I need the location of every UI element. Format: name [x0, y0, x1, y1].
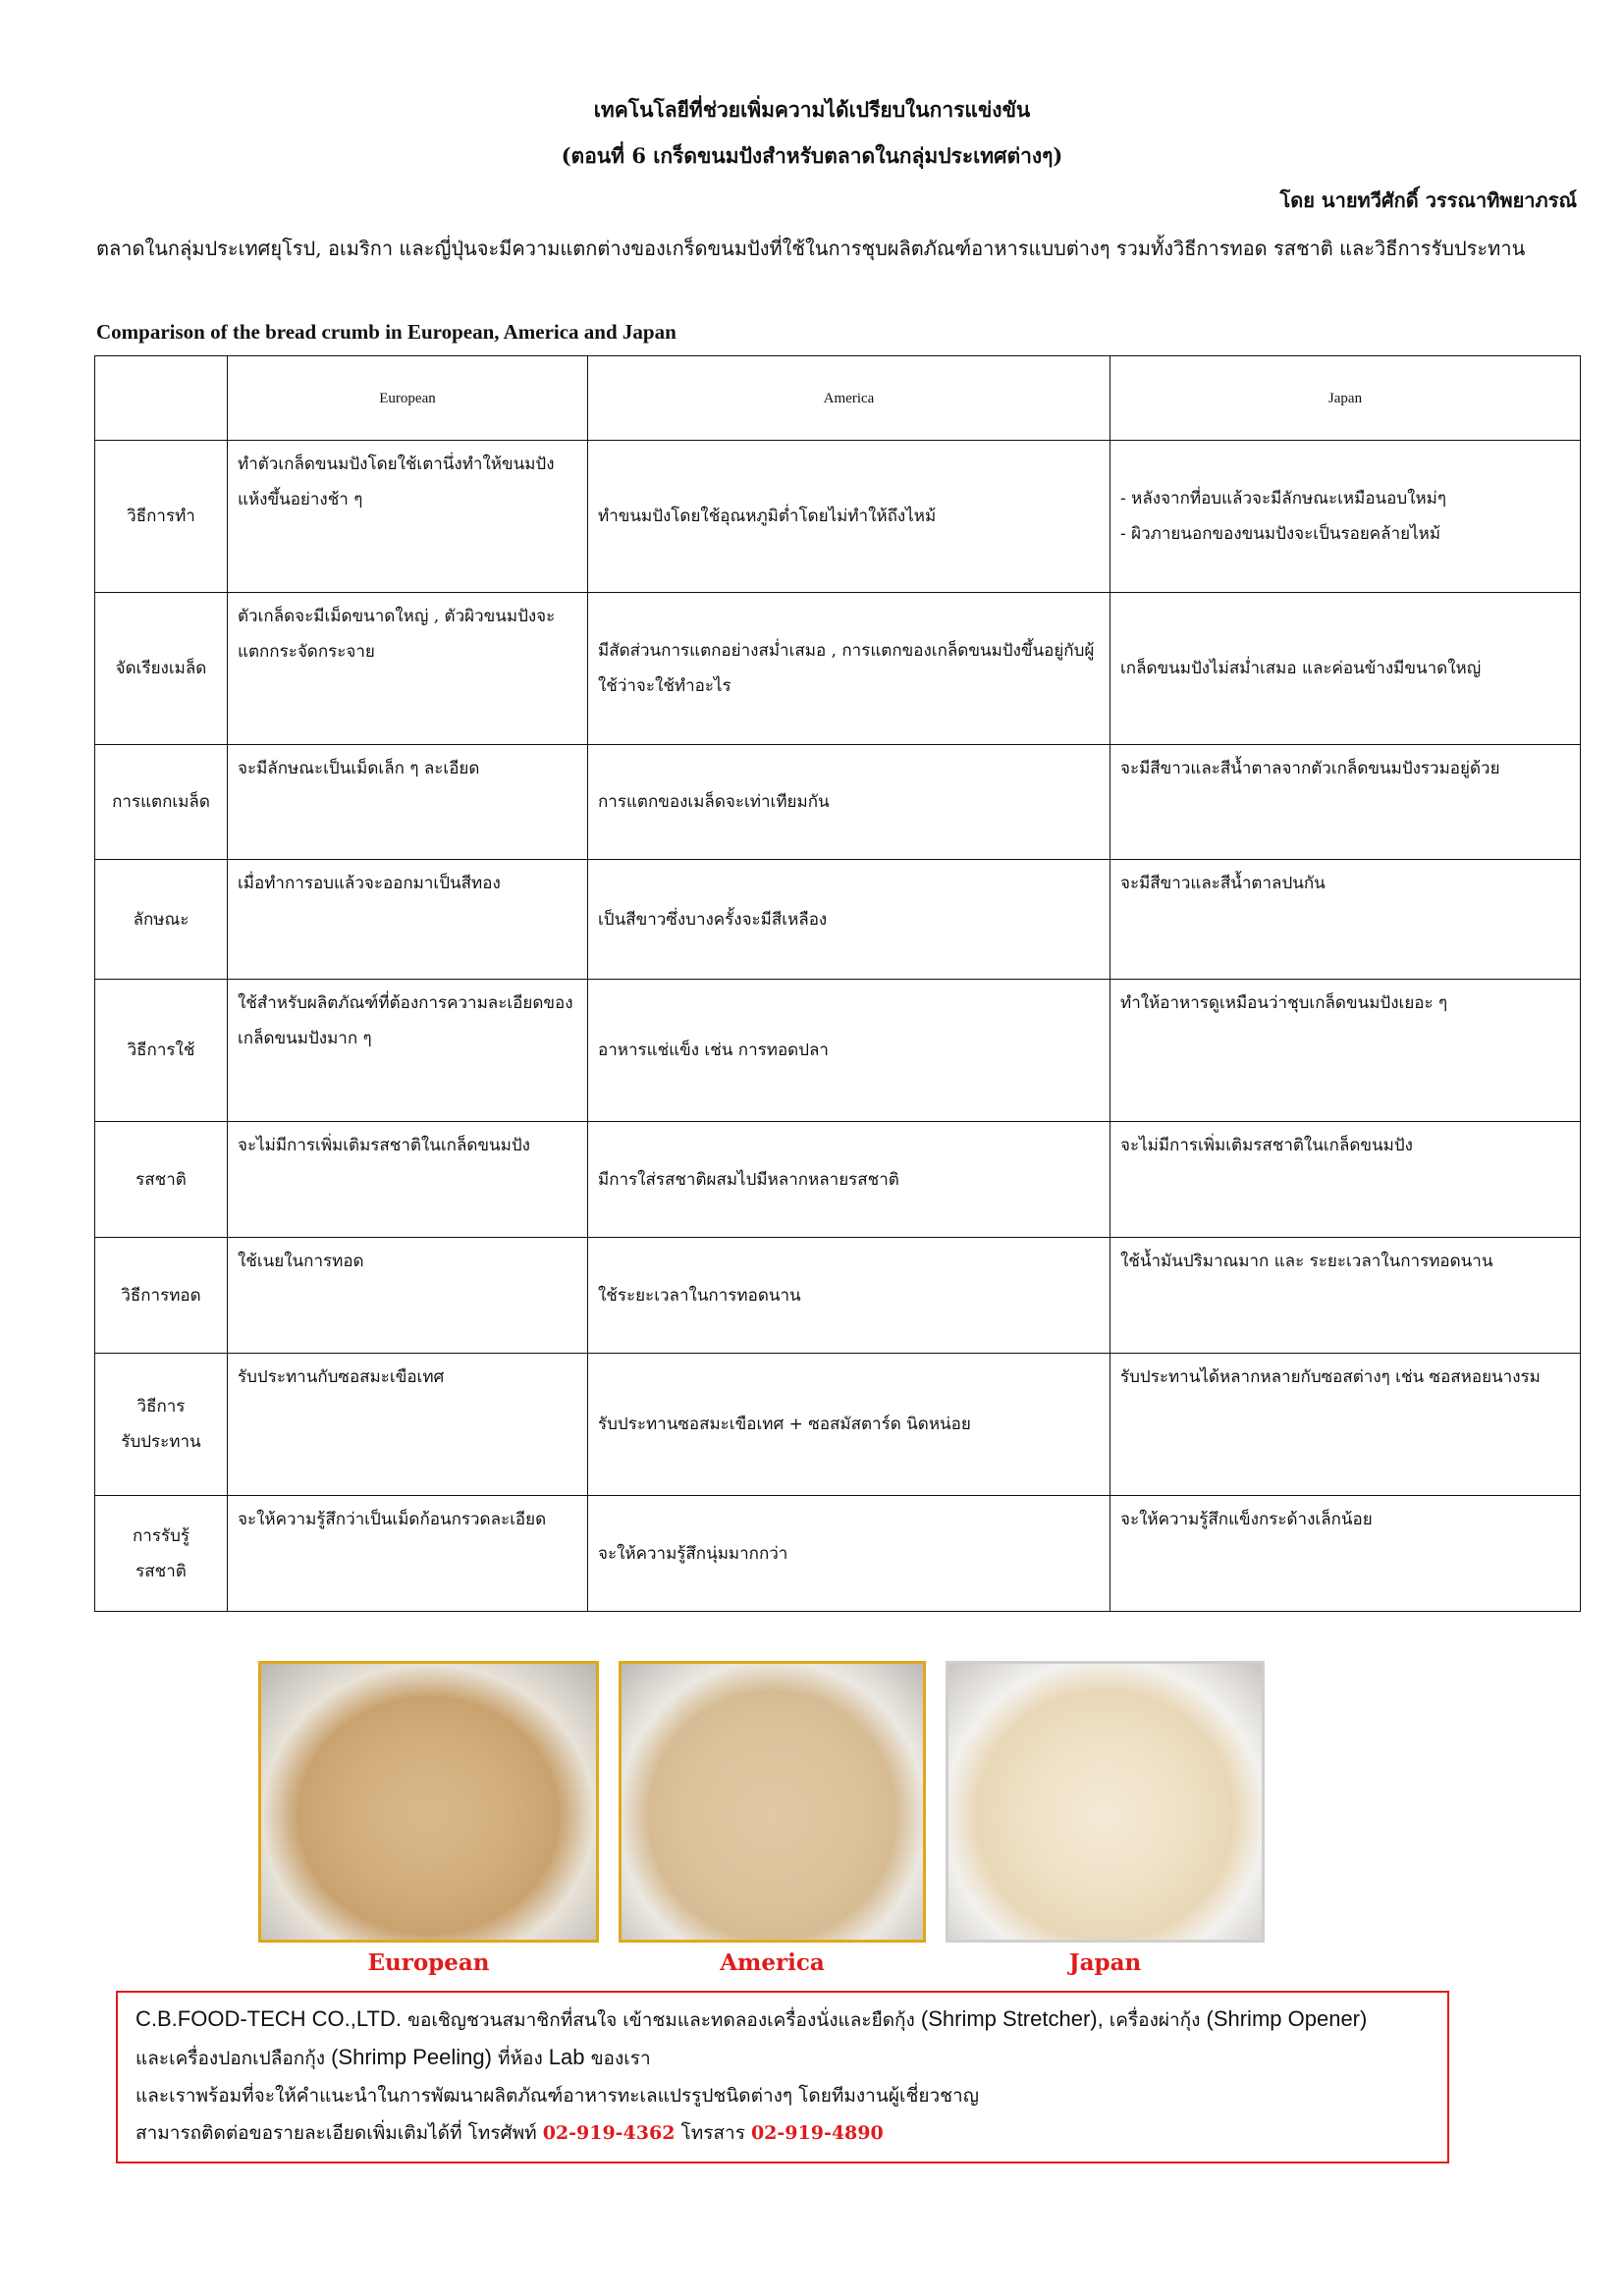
cell-european: รับประทานกับซอสมะเขือเทศ [228, 1354, 588, 1496]
cell-america: เป็นสีขาวซึ่งบางครั้งจะมีสีเหลือง [588, 860, 1110, 980]
contact-line-3: และเราพร้อมที่จะให้คำแนะนำในการพัฒนาผลิตภัณฑ์อาหารทะเลแปรรูปชนิดต่างๆ โดยทีมงานผู้เชี่ยวชาญ [135, 2085, 979, 2107]
contact-line-1 [135, 2001, 1430, 2039]
japan-breadcrumb-photo [946, 1661, 1265, 1943]
row-label: ลักษณะ [95, 860, 228, 980]
cell-japan: จะมีสีขาวและสีน้ำตาลปนกัน [1110, 860, 1581, 980]
table-row [95, 745, 1581, 860]
contact-text: และเครื่องปอกเปลือกกุ้ง [135, 2048, 326, 2069]
contact-text: สามารถติดต่อขอรายละเอียดเพิ่มเติมได้ที่ โทรศัพท์ [135, 2122, 537, 2144]
japan-caption: Japan [1068, 1949, 1142, 1976]
row-label: รสชาติ [95, 1122, 228, 1238]
contact-text: ขอเชิญชวนสมาชิกที่สนใจ เข้าชมและทดลองเครื่องนั่งและยืดกุ้ง [406, 2009, 915, 2031]
cell-japan: - หลังจากที่อบแล้วจะมีลักษณะเหมือนอบใหม่ๆ - ผิวภายนอกของขนมปังจะเป็นรอยคล้ายไหม้ [1110, 441, 1581, 593]
table-row [95, 441, 1581, 593]
cell-japan: จะไม่มีการเพิ่มเติมรสชาติในเกล็ดขนมปัง [1110, 1122, 1581, 1238]
row-label: วิธีการ รับประทาน [95, 1354, 228, 1496]
table-header-row [95, 356, 1581, 441]
cell-america: มีสัดส่วนการแตกอย่างสม่ำเสมอ , การแตกของเกล็ดขนมปังขึ้นอยู่กับผู้ใช้ว่าจะใช้ทำอะไร [588, 593, 1110, 745]
european-caption: European [367, 1949, 490, 1976]
document-subtitle: (ตอนที่ 6 เกร็ดขนมปังสำหรับตลาดในกลุ่มประเทศต่างๆ) [561, 143, 1063, 168]
contact-line-2 [135, 2039, 1430, 2077]
table-row [95, 1122, 1581, 1238]
row-label: การรับรู้ รสชาติ [95, 1496, 228, 1612]
cell-european: ใช้เนยในการทอด [228, 1238, 588, 1354]
shrimp-stretcher: (Shrimp Stretcher), [920, 2006, 1104, 2031]
cell-european: ใช้สำหรับผลิตภัณฑ์ที่ต้องการความละเอียดของเกล็ดขนมปังมาก ๆ [228, 980, 588, 1122]
phone-number: 02-919-4362 [542, 2122, 676, 2144]
intro-paragraph: ตลาดในกลุ่มประเทศยุโรป, อเมริกา และญี่ปุ่นจะมีความแตกต่างของเกร็ดขนมปังที่ใช้ในการชุบผลิตภัณฑ์อาหารแบบต่างๆ รวมทั้งวิธีการทอด รสชาติ และวิธีการรับประทาน [96, 237, 1526, 260]
cell-america: มีการใส่รสชาติผสมไปมีหลากหลายรสชาติ [588, 1122, 1110, 1238]
comparison-title: Comparison of the bread crumb in European, America and Japan [96, 320, 677, 344]
cell-japan: จะมีสีขาวและสีน้ำตาลจากตัวเกล็ดขนมปังรวมอยู่ด้วย [1110, 745, 1581, 860]
cell-japan: เกล็ดขนมปังไม่สม่ำเสมอ และค่อนข้างมีขนาดใหญ่ [1110, 593, 1581, 745]
row-label: วิธีการทอด [95, 1238, 228, 1354]
cell-european: จะให้ความรู้สึกว่าเป็นเม็ดก้อนกรวดละเอียด [228, 1496, 588, 1612]
cell-america: ทำขนมปังโดยใช้อุณหภูมิต่ำโดยไม่ทำให้ถึงไหม้ [588, 441, 1110, 593]
cell-japan: รับประทานได้หลากหลายกับซอสต่างๆ เช่น ซอสหอยนางรม [1110, 1354, 1581, 1496]
cell-america: การแตกของเมล็ดจะเท่าเทียมกัน [588, 745, 1110, 860]
table-row [95, 860, 1581, 980]
cell-japan: จะให้ความรู้สึกแข็งกระด้างเล็กน้อย [1110, 1496, 1581, 1612]
header-japan: Japan [1110, 356, 1581, 441]
cell-america: รับประทานซอสมะเขือเทศ + ซอสมัสตาร์ด นิดหน่อย [588, 1354, 1110, 1496]
table-row [95, 593, 1581, 745]
contact-line-4 [135, 2114, 1430, 2152]
cell-european: จะไม่มีการเพิ่มเติมรสชาติในเกล็ดขนมปัง [228, 1122, 588, 1238]
row-label: จัดเรียงเมล็ด [95, 593, 228, 745]
contact-text: โทรสาร [680, 2122, 745, 2144]
comparison-table [94, 355, 1581, 1612]
contact-text: ของเรา [590, 2048, 651, 2069]
table-row [95, 1354, 1581, 1496]
european-breadcrumb-photo [258, 1661, 599, 1943]
shrimp-peeling: (Shrimp Peeling) [331, 2045, 492, 2069]
table-row [95, 980, 1581, 1122]
cell-america: จะให้ความรู้สึกนุ่มมากกว่า [588, 1496, 1110, 1612]
cell-japan: ใช้น้ำมันปริมาณมาก และ ระยะเวลาในการทอดนาน [1110, 1238, 1581, 1354]
cell-european: จะมีลักษณะเป็นเม็ดเล็ก ๆ ละเอียด [228, 745, 588, 860]
america-breadcrumb-photo [619, 1661, 926, 1943]
cell-european: เมื่อทำการอบแล้วจะออกมาเป็นสีทอง [228, 860, 588, 980]
row-label: การแตกเมล็ด [95, 745, 228, 860]
document-title: เทคโนโลยีที่ช่วยเพิ่มความได้เปรียบในการแข่งขัน [593, 97, 1031, 122]
cell-japan: ทำให้อาหารดูเหมือนว่าชุบเกล็ดขนมปังเยอะ ๆ [1110, 980, 1581, 1122]
row-label: วิธีการทำ [95, 441, 228, 593]
header-empty [95, 356, 228, 441]
table-row [95, 1496, 1581, 1612]
lab-word: Lab [548, 2045, 585, 2069]
company-name: C.B.FOOD-TECH CO.,LTD. [135, 2006, 402, 2031]
header-european: European [228, 356, 588, 441]
contact-text: ที่ห้อง [498, 2048, 543, 2069]
fax-number: 02-919-4890 [750, 2122, 884, 2144]
shrimp-opener: (Shrimp Opener) [1206, 2006, 1368, 2031]
cell-america: ใช้ระยะเวลาในการทอดนาน [588, 1238, 1110, 1354]
cell-america: อาหารแช่แข็ง เช่น การทอดปลา [588, 980, 1110, 1122]
author-line: โดย นายทวีศักดิ์ วรรณาทิพยาภรณ์ [1279, 188, 1577, 212]
table-row [95, 1238, 1581, 1354]
america-caption: America [720, 1949, 825, 1976]
row-label: วิธีการใช้ [95, 980, 228, 1122]
contact-text: เครื่องผ่ากุ้ง [1109, 2009, 1201, 2031]
cell-european: ตัวเกล็ดจะมีเม็ดขนาดใหญ่ , ตัวผิวขนมปังจะแตกกระจัดกระจาย [228, 593, 588, 745]
contact-box [116, 1991, 1449, 2163]
header-america: America [588, 356, 1110, 441]
cell-european: ทำตัวเกล็ดขนมปังโดยใช้เตานึ่งทำให้ขนมปังแห้งขึ้นอย่างช้า ๆ [228, 441, 588, 593]
